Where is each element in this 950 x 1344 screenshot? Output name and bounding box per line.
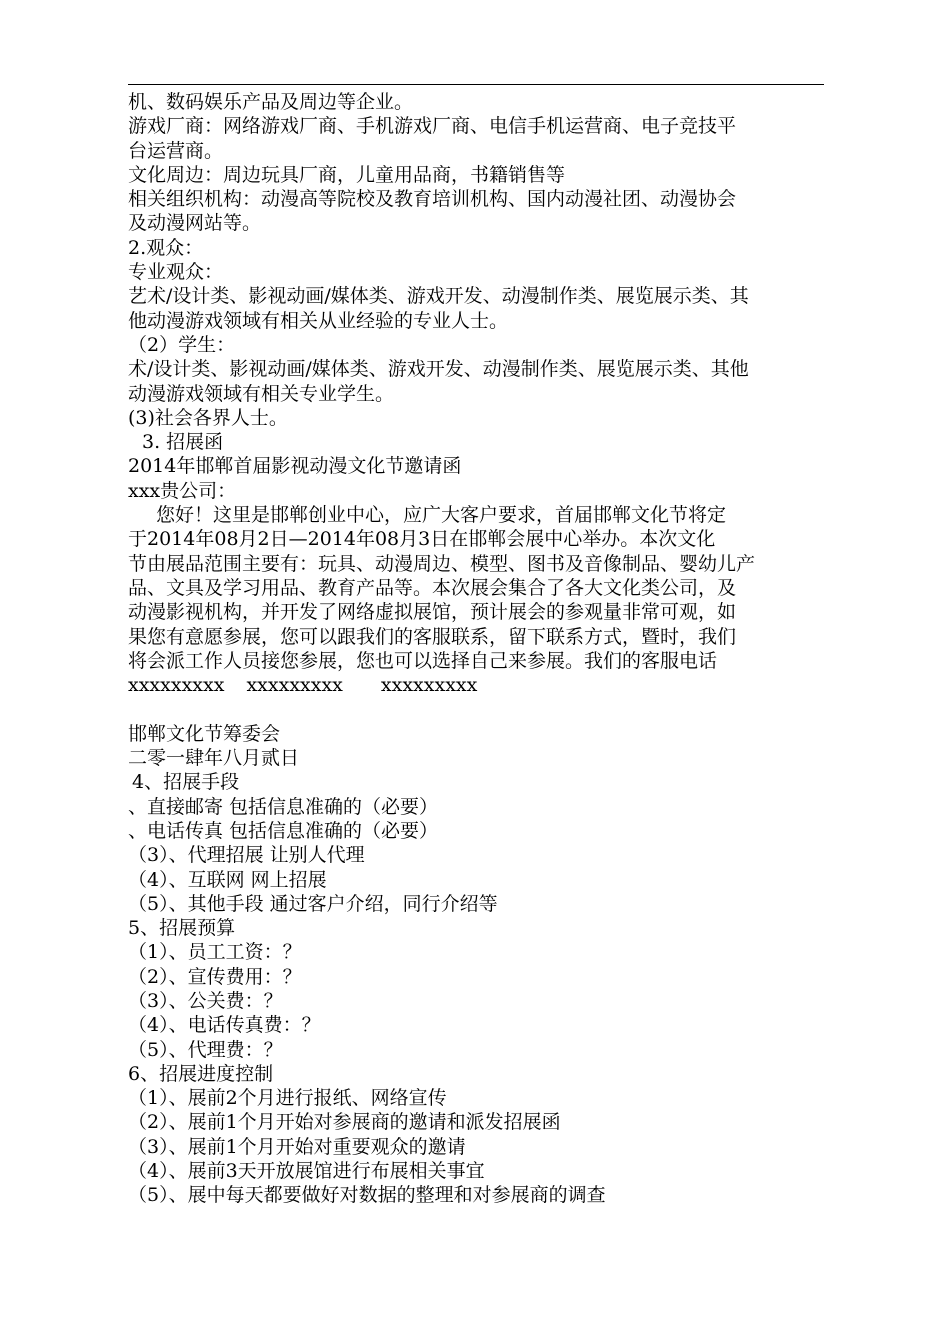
method-item: 、电话传真 包括信息准确的（必要） bbox=[128, 819, 439, 842]
method-item: （5）、其他手段 通过客户介绍，同行介绍等 bbox=[128, 892, 498, 915]
schedule-item: （3）、展前1个月开始对重要观众的邀请 bbox=[128, 1135, 466, 1158]
professional-audience-line: 艺术/设计类、影视动画/媒体类、游戏开发、动漫制作类、展览展示类、其 bbox=[128, 285, 749, 308]
public-audience-line: (3)社会各界人士。 bbox=[128, 406, 288, 429]
method-item: 、直接邮寄 包括信息准确的（必要） bbox=[128, 795, 439, 818]
budget-item: （2）、宣传费用：？ bbox=[128, 965, 302, 988]
culture-peripheral-line: 文化周边：周边玩具厂商，儿童用品商，书籍销售等 bbox=[128, 163, 566, 186]
invitation-paragraph-line-1: 您好！这里是邯郸创业中心，应广大客户要求，首届邯郸文化节将定 bbox=[156, 504, 727, 527]
professional-audience-heading: 专业观众： bbox=[128, 261, 224, 284]
game-vendors-line: 游戏厂商：网络游戏厂商、手机游戏厂商、电信手机运营商、电子竞技平 bbox=[128, 115, 737, 138]
budget-item: （5）、代理费：？ bbox=[128, 1038, 283, 1061]
document-body bbox=[128, 90, 828, 1208]
organizations-line: 相关组织机构：动漫高等院校及教育培训机构、国内动漫社团、动漫协会 bbox=[128, 188, 737, 211]
section-schedule-heading: 6、招展进度控制 bbox=[128, 1062, 274, 1085]
invitation-paragraph-line-7: 将会派工作人员接您参展，您也可以选择自己来参展。我们的客服电话 bbox=[128, 649, 718, 672]
students-line: 术/设计类、影视动画/媒体类、游戏开发、动漫制作类、展览展示类、其他 bbox=[128, 358, 749, 381]
phone-number: xxxxxxxxx bbox=[128, 674, 225, 697]
professional-audience-line-2: 他动漫游戏领域有相关从业经验的专业人士。 bbox=[128, 309, 509, 332]
phone-number: xxxxxxxxx bbox=[246, 674, 343, 697]
invitation-paragraph-line-2: 于2014年08月2日—2014年08月3日在邯郸会展中心举办。本次文化 bbox=[128, 528, 716, 551]
budget-item: （1）、员工工资：？ bbox=[128, 941, 302, 964]
budget-item: （3）、公关费：？ bbox=[128, 989, 283, 1012]
section-invitation-heading: 3. 招展函 bbox=[142, 431, 224, 454]
invitation-paragraph-line-6: 果您有意愿参展，您可以跟我们的客服联系，留下联系方式，暨时，我们 bbox=[128, 625, 737, 648]
budget-item: （4）、电话传真费：？ bbox=[128, 1014, 321, 1037]
section-audience-heading: 2.观众： bbox=[128, 236, 204, 259]
invitation-paragraph-line-4: 品、文具及学习用品、教育产品等。本次展会集合了各大文化类公司，及 bbox=[128, 576, 737, 599]
schedule-item: （1）、展前2个月进行报纸、网络宣传 bbox=[128, 1087, 447, 1110]
phone-number: xxxxxxxxx bbox=[380, 674, 478, 697]
service-phone-numbers bbox=[128, 673, 828, 697]
signature-date: 二零一肆年八月贰日 bbox=[128, 747, 300, 770]
invitation-salutation: xxx贵公司： bbox=[128, 479, 237, 502]
signature-committee: 邯郸文化节筹委会 bbox=[128, 722, 281, 745]
students-heading: （2）学生： bbox=[128, 333, 236, 356]
section-methods-heading: 4、招展手段 bbox=[132, 771, 240, 794]
exhibitor-line-continuation: 机、数码娱乐产品及周边等企业。 bbox=[128, 91, 414, 113]
organizations-line-2: 及动漫网站等。 bbox=[128, 212, 262, 235]
schedule-item: （5）、展中每天都要做好对数据的整理和对参展商的调查 bbox=[128, 1184, 606, 1207]
invitation-paragraph-line-3: 节由展品范围主要有：玩具、动漫周边、模型、图书及音像制品、婴幼儿产 bbox=[128, 552, 756, 575]
section-budget-heading: 5、招展预算 bbox=[128, 917, 236, 940]
students-line-2: 动漫游戏领域有相关专业学生。 bbox=[128, 382, 395, 405]
game-vendors-line-2: 台运营商。 bbox=[128, 139, 224, 162]
schedule-item: （2）、展前1个月开始对参展商的邀请和派发招展函 bbox=[128, 1111, 561, 1134]
invitation-title: 2014年邯郸首届影视动漫文化节邀请函 bbox=[128, 455, 462, 478]
method-item: （4）、互联网 网上招展 bbox=[128, 868, 327, 891]
header-rule bbox=[128, 84, 824, 85]
schedule-item: （4）、展前3天开放展馆进行布展相关事宜 bbox=[128, 1160, 485, 1183]
method-item: （3）、代理招展 让别人代理 bbox=[128, 844, 365, 867]
invitation-paragraph-line-5: 动漫影视机构，并开发了网络虚拟展馆，预计展会的参观量非常可观，如 bbox=[128, 601, 737, 624]
blank-line bbox=[128, 697, 828, 721]
